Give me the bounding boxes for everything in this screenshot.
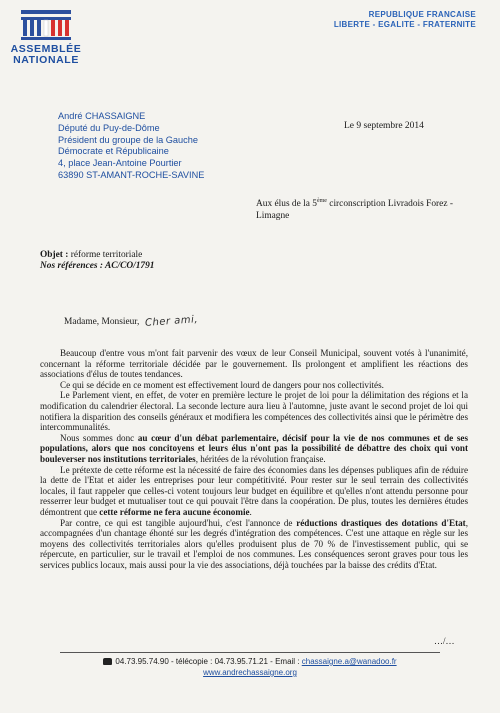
body-text: Le prétexte de cette réforme est la nécessité de faire des économies dans les dépenses publiques afin de réduire la dette de l'Etat et aider les entreprises pour leur compétitivité. Pour rester sur le seul terrain des collectivités locales, il faut rappeler que celles-ci votent toujours leur budget en équilibre et qu'elles n'ont attendu personne pour resserrer leur budget et mutualiser tout ce qui pouvait l'être dans la coopération. De plus, toutes les dernières études démontrent que <box>40 464 468 517</box>
body-paragraph <box>40 518 468 571</box>
subject-value: réforme territoriale <box>68 250 143 260</box>
footer <box>0 656 500 678</box>
email-link[interactable]: chassaigne.a@wanadoo.fr <box>301 657 397 666</box>
body-emphasis: cette réforme ne fera aucune économie <box>99 506 250 517</box>
assemblee-emblem-icon <box>17 4 75 44</box>
body-text: , héritées de la révolution française. <box>195 453 326 464</box>
sender-line: Démocrate et Républicaine <box>58 146 169 157</box>
subject-block <box>40 250 155 272</box>
republic-header <box>334 10 476 30</box>
assemblee-nationale-logo <box>10 4 82 66</box>
show-through-text <box>40 40 472 52</box>
letter-date: Le 9 septembre 2014 <box>344 121 424 131</box>
recipient-suffix: circonscription Livradois Forez - Limagne <box>256 199 453 221</box>
body-text: . <box>249 506 252 517</box>
body-text: , accompagnées d'un chantage éhonté sur les degrés d'intégration des compétences. C'est une attaque en règle sur les moyens des collectivités territoriales alors qu'elles produisent plus de 70 % de l'investissement public, qui se répercute, en particulier, sur le travail et l'emploi de nos communes. Les conséquences seront graves pour tous les services publics locaux, mais aussi pour la vie des associations, déjà touchées par la baisse des crédits d'Etat. <box>40 517 468 570</box>
logo-line2: NATIONALE <box>13 54 79 66</box>
body-paragraph: Ce qui se décide en ce moment est effectivement lourd de dangers pour nos collectivités. <box>60 379 384 390</box>
sender-block <box>58 111 204 182</box>
body-paragraph <box>40 433 468 465</box>
footer-divider <box>60 652 440 653</box>
body-paragraph: Le Parlement vient, en effet, de voter en première lecture le projet de loi pour la délimitation des régions et la modification du calendrier électoral. La seconde lecture aura lieu à l'automne, juste avant le second projet de loi qui notifiera la disparition des conseils généraux et modifiera les compétences des collectivités ainsi que le périmètre des intercommunalités. <box>40 390 468 433</box>
subject-label: Objet : <box>40 250 69 260</box>
footer-contact: 04.73.95.74.90 - télécopie : 04.73.95.71.21 - Email : <box>115 657 302 666</box>
website-link[interactable]: www.andrechassaigne.org <box>203 668 297 677</box>
recipient-block <box>256 196 466 222</box>
sender-line: 4, place Jean-Antoine Pourtier <box>58 158 182 169</box>
continuation-mark: …/… <box>434 636 455 646</box>
sender-line: 63890 ST-AMANT-ROCHE-SAVINE <box>58 169 205 180</box>
sender-line: Président du groupe de la Gauche <box>58 134 198 145</box>
salutation <box>64 316 198 327</box>
body-paragraph <box>40 465 468 518</box>
body-emphasis: au cœur d'un débat parlementaire, décisif pour la vie de nos communes et de ses populations, alors que nos concitoyens et leurs élus n'ont pas la possibilité de débattre des choix qui vont bouleverser nos institutions territoriales <box>40 432 468 464</box>
salutation-text: Madame, Monsieur, <box>64 316 140 327</box>
handwritten-greeting: Cher ami, <box>145 314 199 329</box>
reference-label: Nos références : AC/CO/1791 <box>40 261 155 271</box>
sender-line: Député du Puy-de-Dôme <box>58 122 160 133</box>
recipient-prefix: Aux élus de la 5 <box>256 199 317 210</box>
body-text: Nous sommes donc <box>60 432 138 443</box>
sender-name: André CHASSAIGNE <box>58 111 146 121</box>
recipient-ordinal: ème <box>316 198 327 204</box>
republic-motto: LIBERTE - EGALITE - FRATERNITE <box>333 20 476 29</box>
body-paragraph: Beaucoup d'entre vous m'ont fait parvenir des vœux de leur Conseil Municipal, souvent votés à l'unanimité, concernant la réforme territoriale décidée par le gouvernement. Ils prolongent et amplifient les réactions des associations d'élus de toutes tendances. <box>40 348 468 380</box>
phone-icon <box>103 658 112 665</box>
body-text: Par contre, ce qui est tangible aujourd'hui, c'est l'annonce de <box>60 517 297 528</box>
logo-line1: ASSEMBLÉE <box>10 43 82 55</box>
republic-line1: REPUBLIQUE FRANCAISE <box>368 10 476 19</box>
letter-body <box>40 348 468 570</box>
body-emphasis: réductions drastiques des dotations d'Etat <box>296 517 466 528</box>
